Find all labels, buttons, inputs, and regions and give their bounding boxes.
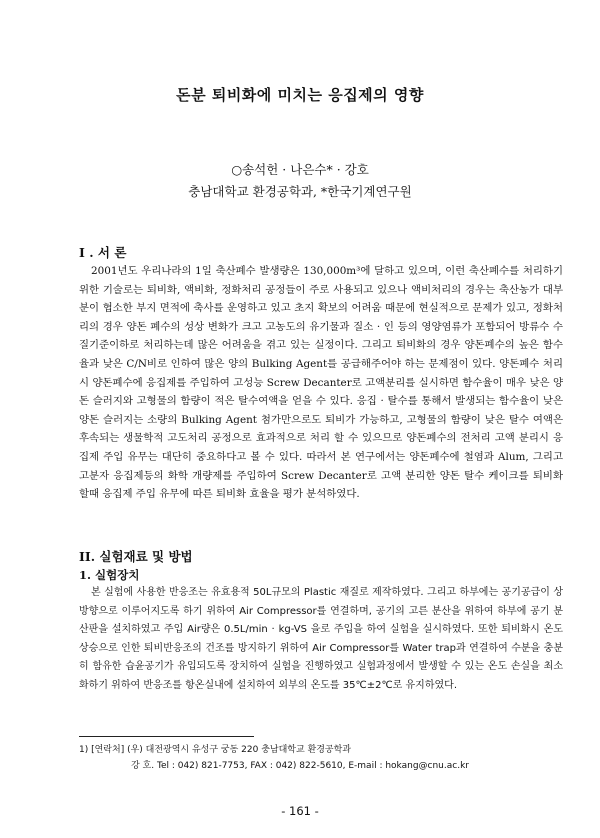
affiliation: 충남대학교 환경공학과, *한국기계연구원	[188, 184, 412, 199]
subsection-heading-apparatus: 1. 실험장치	[79, 568, 140, 582]
author-list: ○송석헌 · 나은수* · 강호	[231, 162, 369, 177]
section-heading-methods: II. 실험재료 및 방법	[79, 549, 193, 564]
page-number: - 161 -	[281, 804, 319, 818]
section-heading-introduction: I . 서 론	[79, 245, 127, 260]
footnote-contact-address: 1) [연락처] (우) 대전광역시 유성구 궁동 220 충남대학교 환경공학과	[79, 745, 352, 755]
footnote-divider	[79, 736, 254, 737]
footnote-contact-details: 강 호. Tel : 042) 821-7753, FAX : 042) 822-5610, E-mail : hokang@cnu.ac.kr	[131, 761, 469, 771]
paper-title: 돈분 퇴비화에 미치는 응집제의 영향	[176, 86, 424, 104]
apparatus-paragraph: 본 실험에 사용한 반응조는 유효용적 50L규모의 Plastic 재질로 제작하였다. 그리고 하부에는 공기공급이 상 방향으로 이루어지도록 하기 위하여 Air Compressor를 연결하며, 공기의 고른 분산을 위하여 하부에 공기 분산판을 설치하였고 주입 Air량은 0.5L/min · kg-VS 을로 주입을 하여 실험을 실시하였다. 또한 퇴비화시 온도상승으로 인한 퇴비반응조의 건조를 방지하기 위하여 Air Compressor를 Water trap과 연결하여 수분을 충분히 함유한 습윤공기가 유입되도록 장치하여 실험을 진행하였고 실험과정에서 발생할 수 있는 온도 손실을 최소화하기 위하여 반응조를 항온실내에 설치하여 외부의 온도를 35℃±2℃로 유지하였다.	[79, 587, 563, 691]
introduction-paragraph: 2001년도 우리나라의 1일 축산폐수 발생량은 130,000m³에 달하고 있으며, 이런 축산폐수를 처리하기 위한 기술로는 퇴비화, 액비화, 정화처리 공정들이 주로 사용되고 있으나 액비처리의 경우는 축산농가 대부분이 협소한 부지 면적에 축사를 운영하고 있고 초지 확보의 어려움 때문에 현실적으로 문제가 있고, 정화처리의 경우 양돈 폐수의 성상 변화가 크고 고농도의 유기물과 질소 · 인 등의 영양염류가 포함되어 방류수 수질기준이하로 처리하는데 많은 어려움을 겪고 있는 실정이다. 그리고 퇴비화의 경우 양돈폐수의 높은 함수율과 낮은 C/N비로 인하여 많은 양의 Bulking Agent를 공급해주어야 하는 문제점이 있다. 양돈폐수 처리 시 양돈폐수에 응집제를 주입하여 고성능 Screw Decanter로 고액분리를 실시하면 함수율이 매우 낮은 양돈 슬러지와 고형물의 함량이 적은 탈수여액을 얻을 수 있다. 응집 · 탈수를 통해서 발생되는 함수율이 낮은 양돈 슬러지는 소량의 Bulking Agent 첨가만으로도 퇴비가 가능하고, 고형물의 함량이 낮은 탈수 여액은 후속되는 생물학적 고도처리 공정으로 효과적으로 처리 할 수 있으므로 양돈폐수의 전처리 고액 분리시 응집제 주입 유무는 대단히 중요하다고 볼 수 있다. 따라서 본 연구에서는 양돈폐수에 철염과 Alum, 그리고 고분자 응집제등의 화학 개량제를 주입하여 Screw Decanter로 고액 분리한 양돈 탈수 케이크를 퇴비화 할때 응집제 주입 유무에 따른 퇴비화 효율을 평가 분석하였다.	[79, 265, 563, 501]
